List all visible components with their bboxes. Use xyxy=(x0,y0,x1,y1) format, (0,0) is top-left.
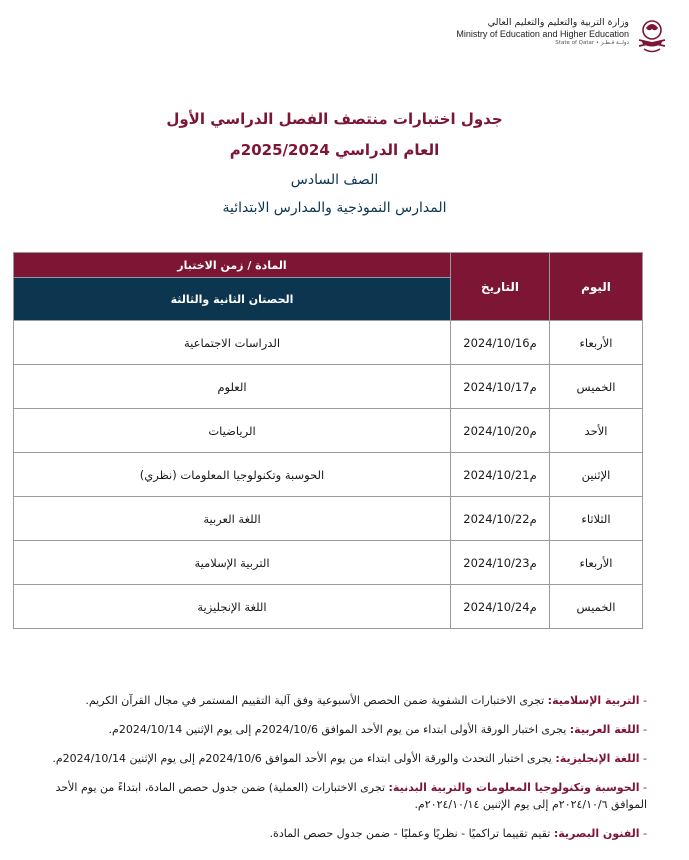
table-row xyxy=(14,365,643,409)
cell-subject: العلوم xyxy=(14,365,451,409)
ministry-logo xyxy=(456,16,669,56)
cell-date: 2024/10/23م xyxy=(451,541,550,585)
note-item xyxy=(20,750,647,767)
note-item xyxy=(20,825,647,842)
note-dash: - xyxy=(639,827,647,841)
cell-subject: اللغة الإنجليزية xyxy=(14,585,451,629)
header-day: اليوم xyxy=(550,253,643,321)
qatar-emblem-icon xyxy=(635,16,669,56)
cell-subject: اللغة العربية xyxy=(14,497,451,541)
cell-subject: الدراسات الاجتماعية xyxy=(14,321,451,365)
note-item xyxy=(20,692,647,709)
table-row xyxy=(14,497,643,541)
state-label: State of Qatar • دولــة قـطـر xyxy=(555,40,629,47)
title-academic-year: العام الدراسي 2025/2024م xyxy=(229,141,440,159)
note-dash: - xyxy=(639,694,647,707)
cell-day: الإثنين xyxy=(550,453,643,497)
cell-day: الأحد xyxy=(550,409,643,453)
cell-date: 2024/10/24م xyxy=(451,585,550,629)
note-text: يجرى اختبار الورقة الأولى ابتداء من يوم الأحد الموافق 2024/10/6م إلى يوم الإثنين 2024/10/14م. xyxy=(108,723,567,737)
note-dash: - xyxy=(639,723,647,737)
title-schedule: جدول اختبارات منتصف الفصل الدراسي الأول xyxy=(166,110,503,128)
cell-day: الثلاثاء xyxy=(550,497,643,541)
header-date: التاريخ xyxy=(451,253,550,321)
table-row xyxy=(14,585,643,629)
notes-list xyxy=(20,692,647,854)
cell-subject: الرياضيات xyxy=(14,409,451,453)
note-heading: التربية الإسلامية: xyxy=(547,694,640,707)
header-subject: المادة / زمن الاختبار xyxy=(14,253,451,278)
table-row xyxy=(14,453,643,497)
note-item xyxy=(20,721,647,738)
title-grade: الصف السادس xyxy=(290,172,379,188)
cell-day: الخميس xyxy=(550,365,643,409)
cell-day: الأربعاء xyxy=(550,321,643,365)
note-heading: اللغة العربية: xyxy=(569,723,640,737)
exam-schedule-table xyxy=(13,252,643,629)
cell-date: 2024/10/21م xyxy=(451,453,550,497)
cell-day: الأربعاء xyxy=(550,541,643,585)
note-heading: اللغة الإنجليزية: xyxy=(555,752,640,766)
ministry-name xyxy=(456,16,629,47)
cell-date: 2024/10/20م xyxy=(451,409,550,453)
note-text: يجرى اختبار التحدث والورقة الأولى ابتداء من يوم الأحد الموافق 2024/10/6م إلى يوم الإثنين 2024/10/14م. xyxy=(52,752,552,766)
note-item xyxy=(20,779,647,813)
cell-date: 2024/10/16م xyxy=(451,321,550,365)
ministry-name-ar: وزارة التربية والتعليم والتعليم العالي xyxy=(487,17,629,28)
cell-subject: الحوسبة وتكنولوجيا المعلومات (نظري) xyxy=(14,453,451,497)
header-subject-period: الحصتان الثانية والثالثة xyxy=(14,278,451,321)
note-dash: - xyxy=(639,752,647,766)
table-row xyxy=(14,541,643,585)
note-text: تقيم تقييما تراكميًا - نظريًا وعمليًا - ضمن جدول حصص المادة. xyxy=(269,827,551,841)
note-text: تجرى الاختبارات الشفوية ضمن الحصص الأسبوعية وفق آلية التقييم المستمر في مجال القرآن الكريم. xyxy=(85,694,545,707)
cell-subject: التربية الإسلامية xyxy=(14,541,451,585)
ministry-name-en: Ministry of Education and Higher Education xyxy=(456,28,629,39)
cell-date: 2024/10/17م xyxy=(451,365,550,409)
table-row xyxy=(14,409,643,453)
title-schools: المدارس النموذجية والمدارس الابتدائية xyxy=(222,200,447,216)
note-dash: - xyxy=(639,781,647,795)
table-row xyxy=(14,321,643,365)
note-heading: الحوسبة وتكنولوجيا المعلومات والتربية البدنية: xyxy=(388,781,640,795)
note-text: تجرى الاختبارات (العملية) ضمن جدول حصص المادة، ابتداءً من يوم الأحد الموافق ٢٠٢٤/١٠/٦م إلى يوم الإثنين ٢٠٢٤/١٠/١٤م. xyxy=(55,781,647,812)
cell-date: 2024/10/22م xyxy=(451,497,550,541)
cell-day: الخميس xyxy=(550,585,643,629)
note-heading: الفنون البصرية: xyxy=(553,827,640,841)
